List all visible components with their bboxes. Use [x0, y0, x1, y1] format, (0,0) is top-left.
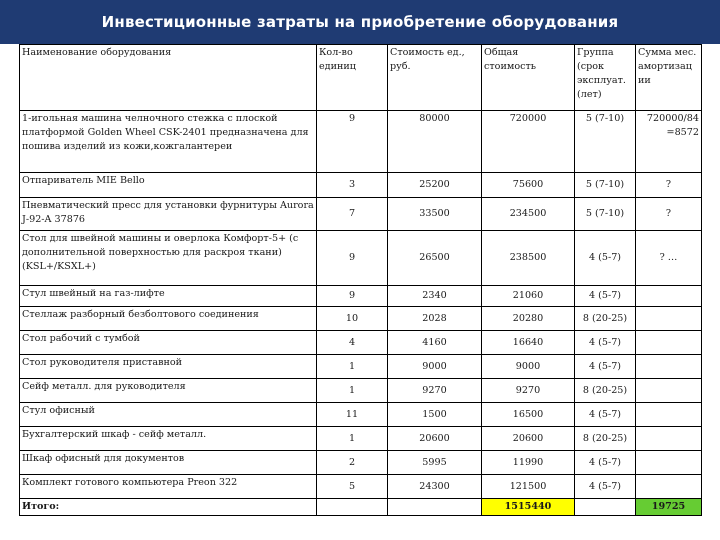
row-qty-cell: 9: [317, 286, 388, 307]
table-row: [20, 475, 702, 499]
row-qty-cell: 10: [317, 307, 388, 331]
row-total-cell: 238500: [482, 231, 575, 286]
row-name-cell: Пневматический пресс для установки фурнитуры Aurora J-92-A 37876: [20, 198, 317, 231]
row-name-cell: Стол руководителя приставной: [20, 355, 317, 379]
row-unit-cost-cell: 33500: [388, 198, 482, 231]
row-name-cell: Стеллаж разборный безболтового соединения: [20, 307, 317, 331]
row-unit-cost-cell: 2340: [388, 286, 482, 307]
header-unit-cost: Стоимость ед., руб.: [388, 45, 482, 111]
row-name-cell: Сейф металл. для руководителя: [20, 379, 317, 403]
row-name-cell: Стул швейный на газ-лифте: [20, 286, 317, 307]
row-name-cell: Бухгалтерский шкаф - сейф металл.: [20, 427, 317, 451]
row-qty-cell: 7: [317, 198, 388, 231]
totals-label: Итого:: [20, 499, 317, 516]
row-amort-cell: [636, 307, 702, 331]
row-unit-cost-cell: 4160: [388, 331, 482, 355]
row-total-cell: 16500: [482, 403, 575, 427]
row-unit-cost-cell: 24300: [388, 475, 482, 499]
row-total-cell: 9270: [482, 379, 575, 403]
row-total-cell: 75600: [482, 173, 575, 198]
row-total-cell: 21060: [482, 286, 575, 307]
row-amort-cell: [636, 286, 702, 307]
table-row: [20, 111, 702, 173]
row-unit-cost-cell: 5995: [388, 451, 482, 475]
row-amort-cell: [636, 379, 702, 403]
row-qty-cell: 1: [317, 355, 388, 379]
table-row: [20, 331, 702, 355]
table-row: [20, 355, 702, 379]
header-group: Группа (срок эксплуат. (лет): [575, 45, 636, 111]
row-amort-cell: [636, 355, 702, 379]
table-header-row: [20, 45, 702, 111]
row-group-cell: 4 (5-7): [575, 331, 636, 355]
row-group-cell: 5 (7-10): [575, 173, 636, 198]
table-row: [20, 307, 702, 331]
equipment-cost-table: [19, 44, 702, 111]
row-qty-cell: 9: [317, 231, 388, 286]
row-group-cell: 8 (20-25): [575, 307, 636, 331]
row-name-cell: 1-игольная машина челночного стежка с плоской платформой Golden Wheel CSK-2401 предназначена для пошива изделий из кожи,кожгалантереи: [20, 111, 317, 173]
row-amort-cell: 720000/84 =8572: [636, 111, 702, 173]
row-name-cell: Комплект готового компьютера Preon 322: [20, 475, 317, 499]
row-group-cell: 4 (5-7): [575, 403, 636, 427]
table-row: [20, 379, 702, 403]
table-row: [20, 403, 702, 427]
row-qty-cell: 1: [317, 379, 388, 403]
totals-cost-cell: 1515440: [482, 499, 575, 516]
row-total-cell: 234500: [482, 198, 575, 231]
row-name-cell: Стул офисный: [20, 403, 317, 427]
table-row: [20, 173, 702, 198]
row-group-cell: 5 (7-10): [575, 111, 636, 173]
row-total-cell: 9000: [482, 355, 575, 379]
row-qty-cell: 11: [317, 403, 388, 427]
row-qty-cell: 5: [317, 475, 388, 499]
equipment-rows-table: [19, 110, 702, 516]
totals-amort-cell: 19725: [636, 499, 702, 516]
row-unit-cost-cell: 25200: [388, 173, 482, 198]
row-amort-cell: [636, 403, 702, 427]
row-name-cell: Стол рабочий с тумбой: [20, 331, 317, 355]
row-unit-cost-cell: 2028: [388, 307, 482, 331]
row-total-cell: 720000: [482, 111, 575, 173]
empty-cell: [388, 499, 482, 516]
table-row: [20, 198, 702, 231]
row-unit-cost-cell: 26500: [388, 231, 482, 286]
row-name-cell: Стол для швейной машины и оверлока Комфорт-5+ (с дополнительной поверхностью для раскроя ткани) (KSL+/KSXL+): [20, 231, 317, 286]
row-group-cell: 4 (5-7): [575, 286, 636, 307]
header-qty: Кол-во единиц: [317, 45, 388, 111]
row-group-cell: 8 (20-25): [575, 427, 636, 451]
header-name: Наименование оборудования: [20, 45, 317, 111]
row-amort-cell: ?: [636, 173, 702, 198]
table-row: [20, 427, 702, 451]
header-total: Общая стоимость: [482, 45, 575, 111]
row-group-cell: 8 (20-25): [575, 379, 636, 403]
row-unit-cost-cell: 9270: [388, 379, 482, 403]
row-qty-cell: 1: [317, 427, 388, 451]
header-amort: Сумма мес. амортизац ии: [636, 45, 702, 111]
row-unit-cost-cell: 80000: [388, 111, 482, 173]
table-row: [20, 231, 702, 286]
row-amort-cell: [636, 451, 702, 475]
row-qty-cell: 9: [317, 111, 388, 173]
row-amort-cell: [636, 427, 702, 451]
row-amort-cell: [636, 331, 702, 355]
row-unit-cost-cell: 1500: [388, 403, 482, 427]
row-total-cell: 11990: [482, 451, 575, 475]
empty-cell: [575, 499, 636, 516]
row-total-cell: 20280: [482, 307, 575, 331]
row-group-cell: 4 (5-7): [575, 355, 636, 379]
row-group-cell: 5 (7-10): [575, 198, 636, 231]
row-total-cell: 20600: [482, 427, 575, 451]
empty-cell: [317, 499, 388, 516]
row-amort-cell: ? …: [636, 231, 702, 286]
row-qty-cell: 2: [317, 451, 388, 475]
slide-title-bar: [0, 0, 720, 44]
row-qty-cell: 4: [317, 331, 388, 355]
row-unit-cost-cell: 9000: [388, 355, 482, 379]
row-qty-cell: 3: [317, 173, 388, 198]
row-amort-cell: [636, 475, 702, 499]
row-unit-cost-cell: 20600: [388, 427, 482, 451]
row-group-cell: 4 (5-7): [575, 451, 636, 475]
row-group-cell: 4 (5-7): [575, 475, 636, 499]
totals-row: [20, 499, 702, 516]
row-group-cell: 4 (5-7): [575, 231, 636, 286]
row-amort-cell: ?: [636, 198, 702, 231]
slide-title: Инвестиционные затраты на приобретение оборудования: [101, 13, 619, 31]
table-row: [20, 286, 702, 307]
row-total-cell: 121500: [482, 475, 575, 499]
row-total-cell: 16640: [482, 331, 575, 355]
row-name-cell: Отпариватель MIE Bello: [20, 173, 317, 198]
table-row: [20, 451, 702, 475]
row-name-cell: Шкаф офисный для документов: [20, 451, 317, 475]
